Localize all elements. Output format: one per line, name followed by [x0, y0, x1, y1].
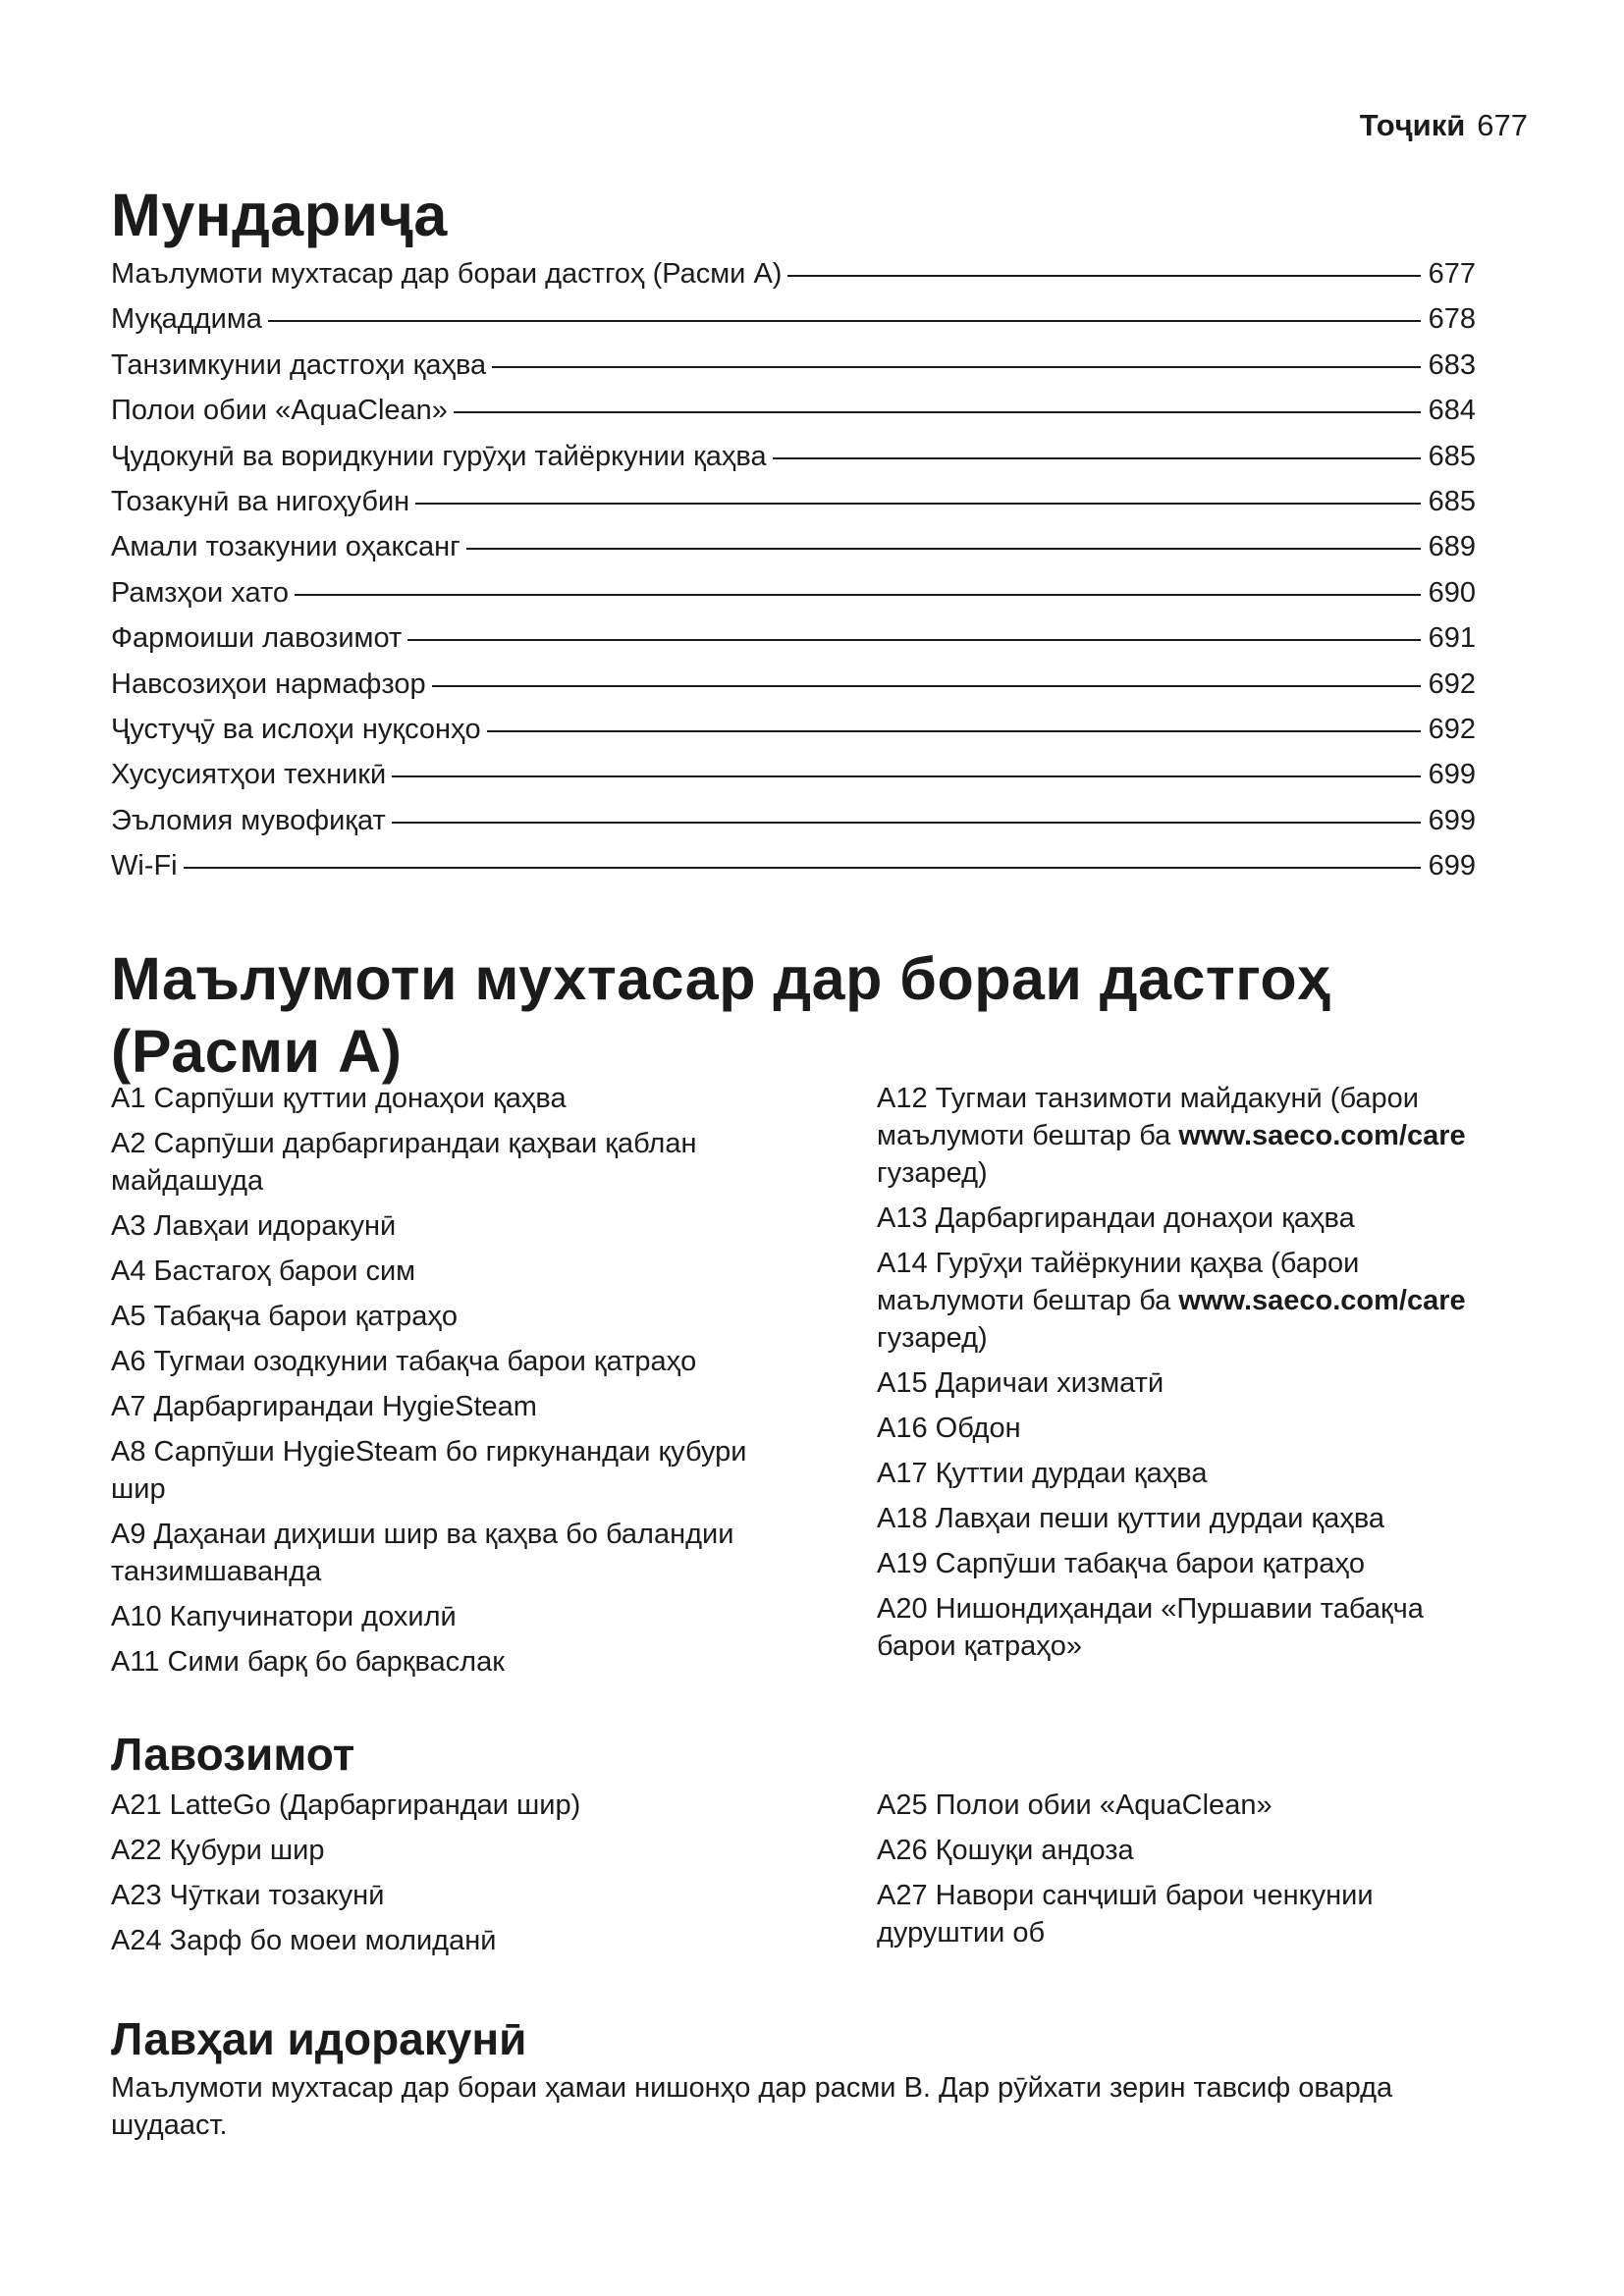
- toc-entry[interactable]: [111, 343, 1476, 388]
- toc-entry-title: Навсозиҳои нармафзор: [111, 667, 426, 700]
- toc-entry-title: Фармоиши лавозимот: [111, 622, 403, 655]
- toc-leader-line: [454, 411, 1421, 413]
- list-item: A27 Навори санҷишӣ барои ченкунии дуруштии об: [877, 1880, 1374, 1949]
- toc-entry-page: 699: [1428, 759, 1476, 791]
- toc-entry[interactable]: [111, 388, 1476, 433]
- toc-entry-title: Тозакунӣ ва нигоҳубин: [111, 485, 410, 517]
- toc-entry-page: 677: [1428, 258, 1476, 290]
- overview-list-right: [877, 1080, 1486, 1688]
- toc-entry-page: 691: [1428, 622, 1476, 655]
- toc-entry-page: 692: [1428, 713, 1476, 745]
- toc-entry-page: 689: [1428, 531, 1476, 563]
- list-item: [877, 1245, 1486, 1357]
- toc-entry[interactable]: [111, 434, 1476, 479]
- list-item-text: гузаред): [877, 1157, 988, 1189]
- control-panel-title: Лавҳаи идоракунӣ: [111, 2013, 527, 2064]
- toc-leader-line: [415, 503, 1420, 505]
- list-item: A15 Даричаи хизматӣ: [877, 1367, 1164, 1399]
- page-number: 677: [1477, 108, 1528, 142]
- list-item: A3 Лавҳаи идоракунӣ: [111, 1210, 397, 1242]
- toc-leader-line: [492, 366, 1420, 368]
- toc-entry-page: 683: [1428, 348, 1476, 381]
- overview-columns: [111, 1080, 1517, 1688]
- list-item: A9 Даҳанаи диҳиши шир ва қаҳва бо баландии танзимшаванда: [111, 1519, 734, 1587]
- list-item: A11 Сими барқ бо барқваслак: [111, 1646, 505, 1678]
- website-link[interactable]: www.saeco.com/care: [1178, 1285, 1466, 1316]
- toc-entry-title: Амали тозакунии оҳаксанг: [111, 531, 460, 563]
- list-item: A21 LatteGo (Дарбаргирандаи шир): [111, 1789, 581, 1821]
- list-item: A22 Қубури шир: [111, 1835, 325, 1866]
- website-link[interactable]: www.saeco.com/care: [1178, 1120, 1466, 1151]
- list-item-text: гузаред): [877, 1322, 988, 1354]
- list-item: A17 Қуттии дурдаи қаҳва: [877, 1458, 1208, 1489]
- toc-entry-title: Маълумоти мухтасар дар бораи дастгоҳ (Расми А): [111, 258, 783, 290]
- list-item: A7 Дарбаргирандаи HygieSteam: [111, 1391, 537, 1422]
- toc-leader-line: [773, 457, 1421, 459]
- toc-entry-title: Ҷудокунӣ ва воридкунии гурӯҳи тайёркунии қаҳва: [111, 440, 767, 472]
- overview-title: Маълумоти мухтасар дар бораи дастгоҳ (Расми А): [111, 945, 1331, 1085]
- list-item: A1 Сарпӯши қуттии донаҳои қаҳва: [111, 1083, 567, 1114]
- toc-entry-page: 685: [1428, 440, 1476, 472]
- list-item: A20 Нишондиҳандаи «Пуршавии табақча барои қатраҳо»: [877, 1593, 1424, 1662]
- toc-entry-title: Танзимкунии дастгоҳи қаҳва: [111, 348, 487, 381]
- toc-entry[interactable]: [111, 479, 1476, 524]
- list-item: A19 Сарпӯши табақча барои қатраҳо: [877, 1548, 1365, 1579]
- toc-entry-page: 699: [1428, 850, 1476, 882]
- list-item: A13 Дарбаргирандаи донаҳои қаҳва: [877, 1202, 1355, 1234]
- list-item: A24 Зарф бо моеи молиданӣ: [111, 1925, 497, 1956]
- toc-entry-title: Ҷустуҷӯ ва ислоҳи нуқсонҳо: [111, 713, 481, 745]
- list-item-text: A12 Тугмаи танзимоти майдакунӣ (барои маълумоти бештар ба: [877, 1083, 1419, 1151]
- toc-leader-line: [392, 822, 1421, 824]
- list-item: A5 Табақча барои қатраҳо: [111, 1301, 459, 1332]
- toc-entry[interactable]: [111, 843, 1476, 888]
- toc-entry[interactable]: [111, 707, 1476, 752]
- list-item: A23 Чӯткаи тозакунӣ: [111, 1880, 385, 1911]
- toc-leader-line: [787, 275, 1420, 277]
- toc-leader-line: [184, 867, 1421, 869]
- toc-entry-title: Рамзҳои хато: [111, 576, 290, 609]
- toc-leader-line: [432, 685, 1421, 687]
- toc-leader-line: [407, 639, 1420, 641]
- toc-entry-page: 678: [1428, 303, 1476, 336]
- toc-entry[interactable]: [111, 615, 1476, 661]
- list-item: A4 Бастагоҳ барои сим: [111, 1255, 416, 1287]
- page-header: [1360, 106, 1528, 145]
- toc-entry[interactable]: [111, 251, 1476, 296]
- list-item: A25 Полои обии «AquaClean»: [877, 1789, 1272, 1821]
- accessories-columns: [111, 1787, 1517, 1967]
- toc-leader-line: [392, 775, 1420, 777]
- list-item: A16 Обдон: [877, 1413, 1021, 1444]
- list-item: A6 Тугмаи озодкунии табақча барои қатраҳо: [111, 1346, 697, 1377]
- toc-leader-line: [466, 548, 1421, 550]
- toc-entry[interactable]: [111, 798, 1476, 843]
- list-item: A10 Капучинатори дохилӣ: [111, 1601, 457, 1632]
- toc-leader-line: [487, 730, 1421, 732]
- toc-entry-page: 692: [1428, 667, 1476, 700]
- accessories-list-left: [111, 1787, 769, 1967]
- toc-entry-page: 685: [1428, 485, 1476, 517]
- toc-entry[interactable]: [111, 524, 1476, 569]
- list-item-text: A14 Гурӯҳи тайёркунии қаҳва (барои маълумоти бештар ба: [877, 1248, 1360, 1316]
- table-of-contents: [111, 251, 1476, 888]
- toc-entry-title: Хусусиятҳои техникӣ: [111, 759, 387, 791]
- accessories-list-right: [877, 1787, 1486, 1967]
- toc-entry-title: Эъломия мувофиқат: [111, 804, 386, 836]
- overview-list-left: [111, 1080, 769, 1688]
- toc-entry[interactable]: [111, 570, 1476, 615]
- list-item: [877, 1080, 1486, 1192]
- list-item: A18 Лавҳаи пеши қуттии дурдаи қаҳва: [877, 1503, 1385, 1534]
- toc-entry-page: 699: [1428, 804, 1476, 836]
- toc-entry[interactable]: [111, 296, 1476, 342]
- accessories-title: Лавозимот: [111, 1729, 355, 1780]
- toc-title: Мундариҷа: [111, 182, 448, 248]
- toc-entry[interactable]: [111, 662, 1476, 707]
- toc-entry-title: Wi-Fi: [111, 850, 178, 882]
- toc-leader-line: [268, 320, 1421, 322]
- language-label: Тоҷикӣ: [1359, 108, 1466, 142]
- list-item: A2 Сарпӯши дарбаргирандаи қаҳваи қаблан майдашуда: [111, 1128, 697, 1197]
- toc-leader-line: [295, 594, 1421, 596]
- toc-entry[interactable]: [111, 752, 1476, 797]
- control-panel-description: Маълумоти мухтасар дар бораи ҳамаи нишонҳо дар расми B. Дар рӯйхати зерин тавсиф оварда шудааст.: [111, 2072, 1393, 2141]
- list-item: A8 Сарпӯши HygieSteam бо гиркунандаи қубури шир: [111, 1436, 747, 1505]
- toc-entry-page: 690: [1428, 576, 1476, 609]
- toc-entry-title: Полои обии «AquaClean»: [111, 395, 448, 427]
- list-item: A26 Қошуқи андоза: [877, 1835, 1134, 1866]
- toc-entry-page: 684: [1428, 395, 1476, 427]
- toc-entry-title: Муқаддима: [111, 303, 262, 336]
